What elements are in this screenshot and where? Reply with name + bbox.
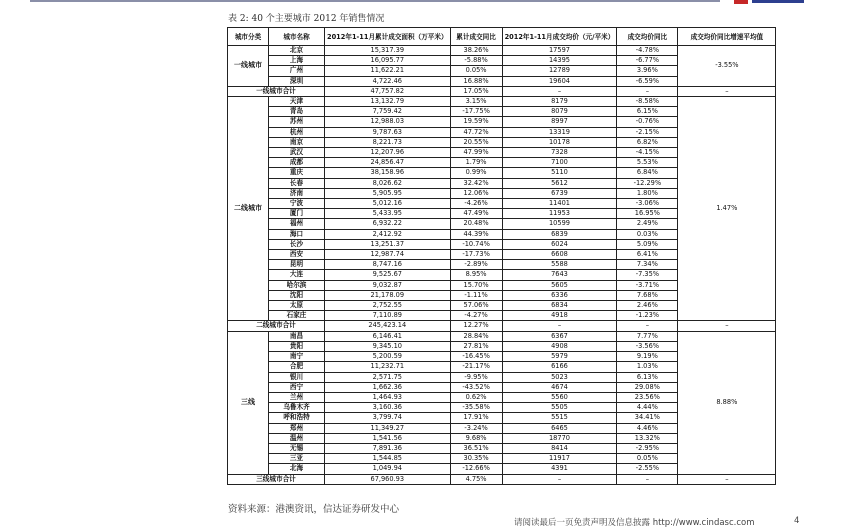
subtotal-cell: 17.05%: [450, 86, 502, 96]
price-yoy: -6.59%: [617, 76, 678, 86]
price-value: 6336: [502, 290, 617, 300]
price-value: 19604: [502, 76, 617, 86]
table-row: [228, 97, 776, 107]
price-value: 8997: [502, 117, 617, 127]
area-yoy: 47.72%: [450, 127, 502, 137]
price-value: 6839: [502, 229, 617, 239]
area-value: 5,012.16: [325, 199, 451, 209]
subtotal-row: [228, 86, 776, 96]
price-yoy: 2.49%: [617, 219, 678, 229]
area-value: 7,759.42: [325, 107, 451, 117]
area-yoy: 20.55%: [450, 137, 502, 147]
subtotal-cell: 12.27%: [450, 321, 502, 331]
area-yoy: 0.99%: [450, 168, 502, 178]
city-name: 西宁: [269, 382, 325, 392]
price-value: 6739: [502, 188, 617, 198]
area-value: 21,178.09: [325, 290, 451, 300]
header-cell: 累计成交同比: [450, 28, 502, 46]
area-yoy: 8.95%: [450, 270, 502, 280]
area-value: 2,571.75: [325, 372, 451, 382]
area-yoy: -1.11%: [450, 290, 502, 300]
city-name: 西安: [269, 250, 325, 260]
area-value: 2,412.92: [325, 229, 451, 239]
area-value: 15,317.39: [325, 46, 451, 56]
subtotal-row: [228, 474, 776, 484]
tier-avg-price-growth: -3.55%: [678, 46, 776, 87]
city-name: 青岛: [269, 107, 325, 117]
price-yoy: -4.78%: [617, 46, 678, 56]
price-yoy: -2.55%: [617, 464, 678, 474]
subtotal-cell: 47,757.82: [325, 86, 451, 96]
price-yoy: 29.08%: [617, 382, 678, 392]
area-value: 1,662.36: [325, 382, 451, 392]
price-yoy: 34.41%: [617, 413, 678, 423]
price-yoy: -3.56%: [617, 341, 678, 351]
price-value: 5560: [502, 392, 617, 402]
price-value: 18770: [502, 433, 617, 443]
area-yoy: 17.91%: [450, 413, 502, 423]
table-row: [228, 331, 776, 341]
city-name: 福州: [269, 219, 325, 229]
price-value: 7643: [502, 270, 617, 280]
area-yoy: 44.39%: [450, 229, 502, 239]
city-name: 长沙: [269, 239, 325, 249]
area-value: 5,200.59: [325, 352, 451, 362]
disclaimer-footer: 请阅读最后一页免责声明及信息披露 http://www.cindasc.com: [514, 518, 755, 528]
city-name: 合肥: [269, 362, 325, 372]
price-value: 6834: [502, 301, 617, 311]
area-yoy: 16.88%: [450, 76, 502, 86]
price-yoy: 6.15%: [617, 107, 678, 117]
price-value: 10599: [502, 219, 617, 229]
subtotal-row: [228, 321, 776, 331]
city-name: 杭州: [269, 127, 325, 137]
price-yoy: 1.80%: [617, 188, 678, 198]
price-yoy: -1.23%: [617, 311, 678, 321]
city-name: 呼和浩特: [269, 413, 325, 423]
area-value: 1,049.94: [325, 464, 451, 474]
price-yoy: 4.44%: [617, 403, 678, 413]
price-value: 4918: [502, 311, 617, 321]
city-name: 无锡: [269, 443, 325, 453]
price-yoy: -2.95%: [617, 443, 678, 453]
price-value: 8414: [502, 443, 617, 453]
city-tier-label: 三线: [228, 331, 269, 474]
price-yoy: -3.71%: [617, 280, 678, 290]
table-header-row: [228, 28, 776, 46]
area-yoy: 20.48%: [450, 219, 502, 229]
price-value: 11953: [502, 209, 617, 219]
price-value: 5612: [502, 178, 617, 188]
city-sales-table: [227, 27, 776, 485]
area-value: 6,932.22: [325, 219, 451, 229]
cinda-logo: [726, 0, 812, 5]
area-yoy: -5.88%: [450, 56, 502, 66]
price-value: 17597: [502, 46, 617, 56]
price-yoy: -3.06%: [617, 199, 678, 209]
price-value: 10178: [502, 137, 617, 147]
price-yoy: 13.32%: [617, 433, 678, 443]
city-name: 三亚: [269, 454, 325, 464]
subtotal-cell: –: [678, 474, 776, 484]
subtotal-cell: –: [617, 321, 678, 331]
subtotal-cell: –: [502, 474, 617, 484]
price-value: 5605: [502, 280, 617, 290]
area-value: 12,987.74: [325, 250, 451, 260]
city-name: 银川: [269, 372, 325, 382]
price-value: 5023: [502, 372, 617, 382]
area-yoy: -4.27%: [450, 311, 502, 321]
price-value: 4391: [502, 464, 617, 474]
price-yoy: 6.13%: [617, 372, 678, 382]
subtotal-cell: –: [502, 321, 617, 331]
tier-avg-price-growth: 1.47%: [678, 97, 776, 321]
city-name: 苏州: [269, 117, 325, 127]
city-name: 南京: [269, 137, 325, 147]
area-yoy: -12.66%: [450, 464, 502, 474]
price-yoy: 4.46%: [617, 423, 678, 433]
area-value: 9,345.10: [325, 341, 451, 351]
area-yoy: 0.62%: [450, 392, 502, 402]
area-value: 8,747.16: [325, 260, 451, 270]
area-value: 1,544.85: [325, 454, 451, 464]
price-value: 5515: [502, 413, 617, 423]
price-yoy: 0.05%: [617, 454, 678, 464]
area-yoy: -35.58%: [450, 403, 502, 413]
subtotal-cell: –: [678, 86, 776, 96]
price-value: 6465: [502, 423, 617, 433]
subtotal-cell: 67,960.93: [325, 474, 451, 484]
area-value: 11,232.71: [325, 362, 451, 372]
city-name: 成都: [269, 158, 325, 168]
area-value: 38,158.96: [325, 168, 451, 178]
price-yoy: -2.15%: [617, 127, 678, 137]
header-cell: 成交均价同比增速平均值: [678, 28, 776, 46]
subtotal-label: 一线城市合计: [228, 86, 325, 96]
price-value: 7100: [502, 158, 617, 168]
area-yoy: 36.51%: [450, 443, 502, 453]
price-value: 8179: [502, 97, 617, 107]
price-value: 7328: [502, 148, 617, 158]
area-value: 9,032.87: [325, 280, 451, 290]
price-yoy: -4.15%: [617, 148, 678, 158]
price-value: 5979: [502, 352, 617, 362]
city-name: 大连: [269, 270, 325, 280]
city-name: 宁波: [269, 199, 325, 209]
price-yoy: 5.53%: [617, 158, 678, 168]
page-number: 4: [794, 516, 800, 526]
city-name: 南昌: [269, 331, 325, 341]
area-value: 4,722.46: [325, 76, 451, 86]
city-name: 海口: [269, 229, 325, 239]
table-caption: 表 2: 40 个主要城市 2012 年销售情况: [228, 14, 385, 24]
city-name: 重庆: [269, 168, 325, 178]
area-value: 9,787.63: [325, 127, 451, 137]
area-value: 7,891.36: [325, 443, 451, 453]
subtotal-cell: –: [617, 86, 678, 96]
price-yoy: 5.09%: [617, 239, 678, 249]
area-yoy: 0.05%: [450, 66, 502, 76]
price-yoy: 6.41%: [617, 250, 678, 260]
city-name: 沈阳: [269, 290, 325, 300]
area-value: 11,349.27: [325, 423, 451, 433]
tier-avg-price-growth: 8.88%: [678, 331, 776, 474]
price-value: 6166: [502, 362, 617, 372]
area-yoy: 38.26%: [450, 46, 502, 56]
price-value: 11917: [502, 454, 617, 464]
subtotal-cell: 4.75%: [450, 474, 502, 484]
price-value: 6024: [502, 239, 617, 249]
area-value: 5,905.95: [325, 188, 451, 198]
source-note: 资料来源：港澳资讯，信达证券研发中心: [228, 504, 400, 515]
area-yoy: -3.24%: [450, 423, 502, 433]
area-value: 13,251.37: [325, 239, 451, 249]
area-value: 16,095.77: [325, 56, 451, 66]
area-yoy: 12.06%: [450, 188, 502, 198]
subtotal-cell: 245,423.14: [325, 321, 451, 331]
city-name: 石家庄: [269, 311, 325, 321]
area-value: 1,464.93: [325, 392, 451, 402]
area-value: 1,541.56: [325, 433, 451, 443]
price-yoy: 7.34%: [617, 260, 678, 270]
price-yoy: -0.76%: [617, 117, 678, 127]
area-yoy: 9.68%: [450, 433, 502, 443]
area-yoy: 32.42%: [450, 178, 502, 188]
table-row: [228, 46, 776, 56]
price-yoy: 7.68%: [617, 290, 678, 300]
price-yoy: -7.35%: [617, 270, 678, 280]
city-tier-label: 二线城市: [228, 97, 269, 321]
price-value: 8079: [502, 107, 617, 117]
price-yoy: -6.77%: [617, 56, 678, 66]
subtotal-cell: –: [617, 474, 678, 484]
price-yoy: 6.82%: [617, 137, 678, 147]
city-name: 厦门: [269, 209, 325, 219]
subtotal-label: 三线城市合计: [228, 474, 325, 484]
city-name: 温州: [269, 433, 325, 443]
city-name: 济南: [269, 188, 325, 198]
price-yoy: 9.19%: [617, 352, 678, 362]
area-value: 3,160.36: [325, 403, 451, 413]
area-value: 7,110.89: [325, 311, 451, 321]
area-yoy: 47.49%: [450, 209, 502, 219]
price-yoy: 1.03%: [617, 362, 678, 372]
price-yoy: -12.29%: [617, 178, 678, 188]
price-yoy: 2.46%: [617, 301, 678, 311]
area-yoy: -43.52%: [450, 382, 502, 392]
area-yoy: -2.89%: [450, 260, 502, 270]
header-rule: [30, 0, 720, 2]
header-cell: 城市分类: [228, 28, 269, 46]
area-yoy: -4.26%: [450, 199, 502, 209]
city-name: 上海: [269, 56, 325, 66]
price-value: 13319: [502, 127, 617, 137]
city-name: 昆明: [269, 260, 325, 270]
city-name: 武汉: [269, 148, 325, 158]
area-value: 6,146.41: [325, 331, 451, 341]
price-yoy: 3.96%: [617, 66, 678, 76]
price-value: 4674: [502, 382, 617, 392]
city-name: 长春: [269, 178, 325, 188]
area-yoy: 15.70%: [450, 280, 502, 290]
area-value: 9,525.67: [325, 270, 451, 280]
area-yoy: 57.06%: [450, 301, 502, 311]
price-value: 5110: [502, 168, 617, 178]
price-yoy: 6.84%: [617, 168, 678, 178]
area-yoy: 28.84%: [450, 331, 502, 341]
area-value: 24,856.47: [325, 158, 451, 168]
area-yoy: 27.81%: [450, 341, 502, 351]
header-cell: 成交均价同比: [617, 28, 678, 46]
price-value: 14395: [502, 56, 617, 66]
price-value: 11401: [502, 199, 617, 209]
area-yoy: 30.35%: [450, 454, 502, 464]
header-cell: 2012年1-11月成交均价（元/平米）: [502, 28, 617, 46]
area-value: 12,988.03: [325, 117, 451, 127]
area-value: 8,026.62: [325, 178, 451, 188]
price-value: 6608: [502, 250, 617, 260]
price-value: 5588: [502, 260, 617, 270]
city-name: 北京: [269, 46, 325, 56]
price-value: 12789: [502, 66, 617, 76]
area-yoy: 1.79%: [450, 158, 502, 168]
area-value: 5,433.95: [325, 209, 451, 219]
area-yoy: -17.73%: [450, 250, 502, 260]
city-name: 深圳: [269, 76, 325, 86]
subtotal-label: 二线城市合计: [228, 321, 325, 331]
header-cell: 城市名称: [269, 28, 325, 46]
price-yoy: -8.58%: [617, 97, 678, 107]
area-value: 2,752.55: [325, 301, 451, 311]
subtotal-cell: –: [502, 86, 617, 96]
city-name: 兰州: [269, 392, 325, 402]
header-cell: 2012年1-11月累计成交面积（万平米）: [325, 28, 451, 46]
area-yoy: -17.75%: [450, 107, 502, 117]
city-name: 郑州: [269, 423, 325, 433]
city-name: 北海: [269, 464, 325, 474]
city-name: 广州: [269, 66, 325, 76]
area-yoy: 19.59%: [450, 117, 502, 127]
area-value: 8,221.73: [325, 137, 451, 147]
city-tier-label: 一线城市: [228, 46, 269, 87]
area-yoy: -9.95%: [450, 372, 502, 382]
area-value: 12,207.96: [325, 148, 451, 158]
city-name: 哈尔滨: [269, 280, 325, 290]
area-yoy: -10.74%: [450, 239, 502, 249]
price-value: 5505: [502, 403, 617, 413]
city-name: 贵阳: [269, 341, 325, 351]
price-yoy: 7.77%: [617, 331, 678, 341]
area-value: 13,132.79: [325, 97, 451, 107]
price-yoy: 23.56%: [617, 392, 678, 402]
area-yoy: 47.99%: [450, 148, 502, 158]
price-yoy: 16.95%: [617, 209, 678, 219]
area-value: 11,622.21: [325, 66, 451, 76]
area-yoy: 3.15%: [450, 97, 502, 107]
city-name: 乌鲁木齐: [269, 403, 325, 413]
area-yoy: -16.45%: [450, 352, 502, 362]
city-name: 天津: [269, 97, 325, 107]
area-value: 3,799.74: [325, 413, 451, 423]
price-value: 4908: [502, 341, 617, 351]
price-yoy: 0.03%: [617, 229, 678, 239]
city-name: 南宁: [269, 352, 325, 362]
price-value: 6367: [502, 331, 617, 341]
area-yoy: -21.17%: [450, 362, 502, 372]
city-name: 太原: [269, 301, 325, 311]
subtotal-cell: –: [678, 321, 776, 331]
